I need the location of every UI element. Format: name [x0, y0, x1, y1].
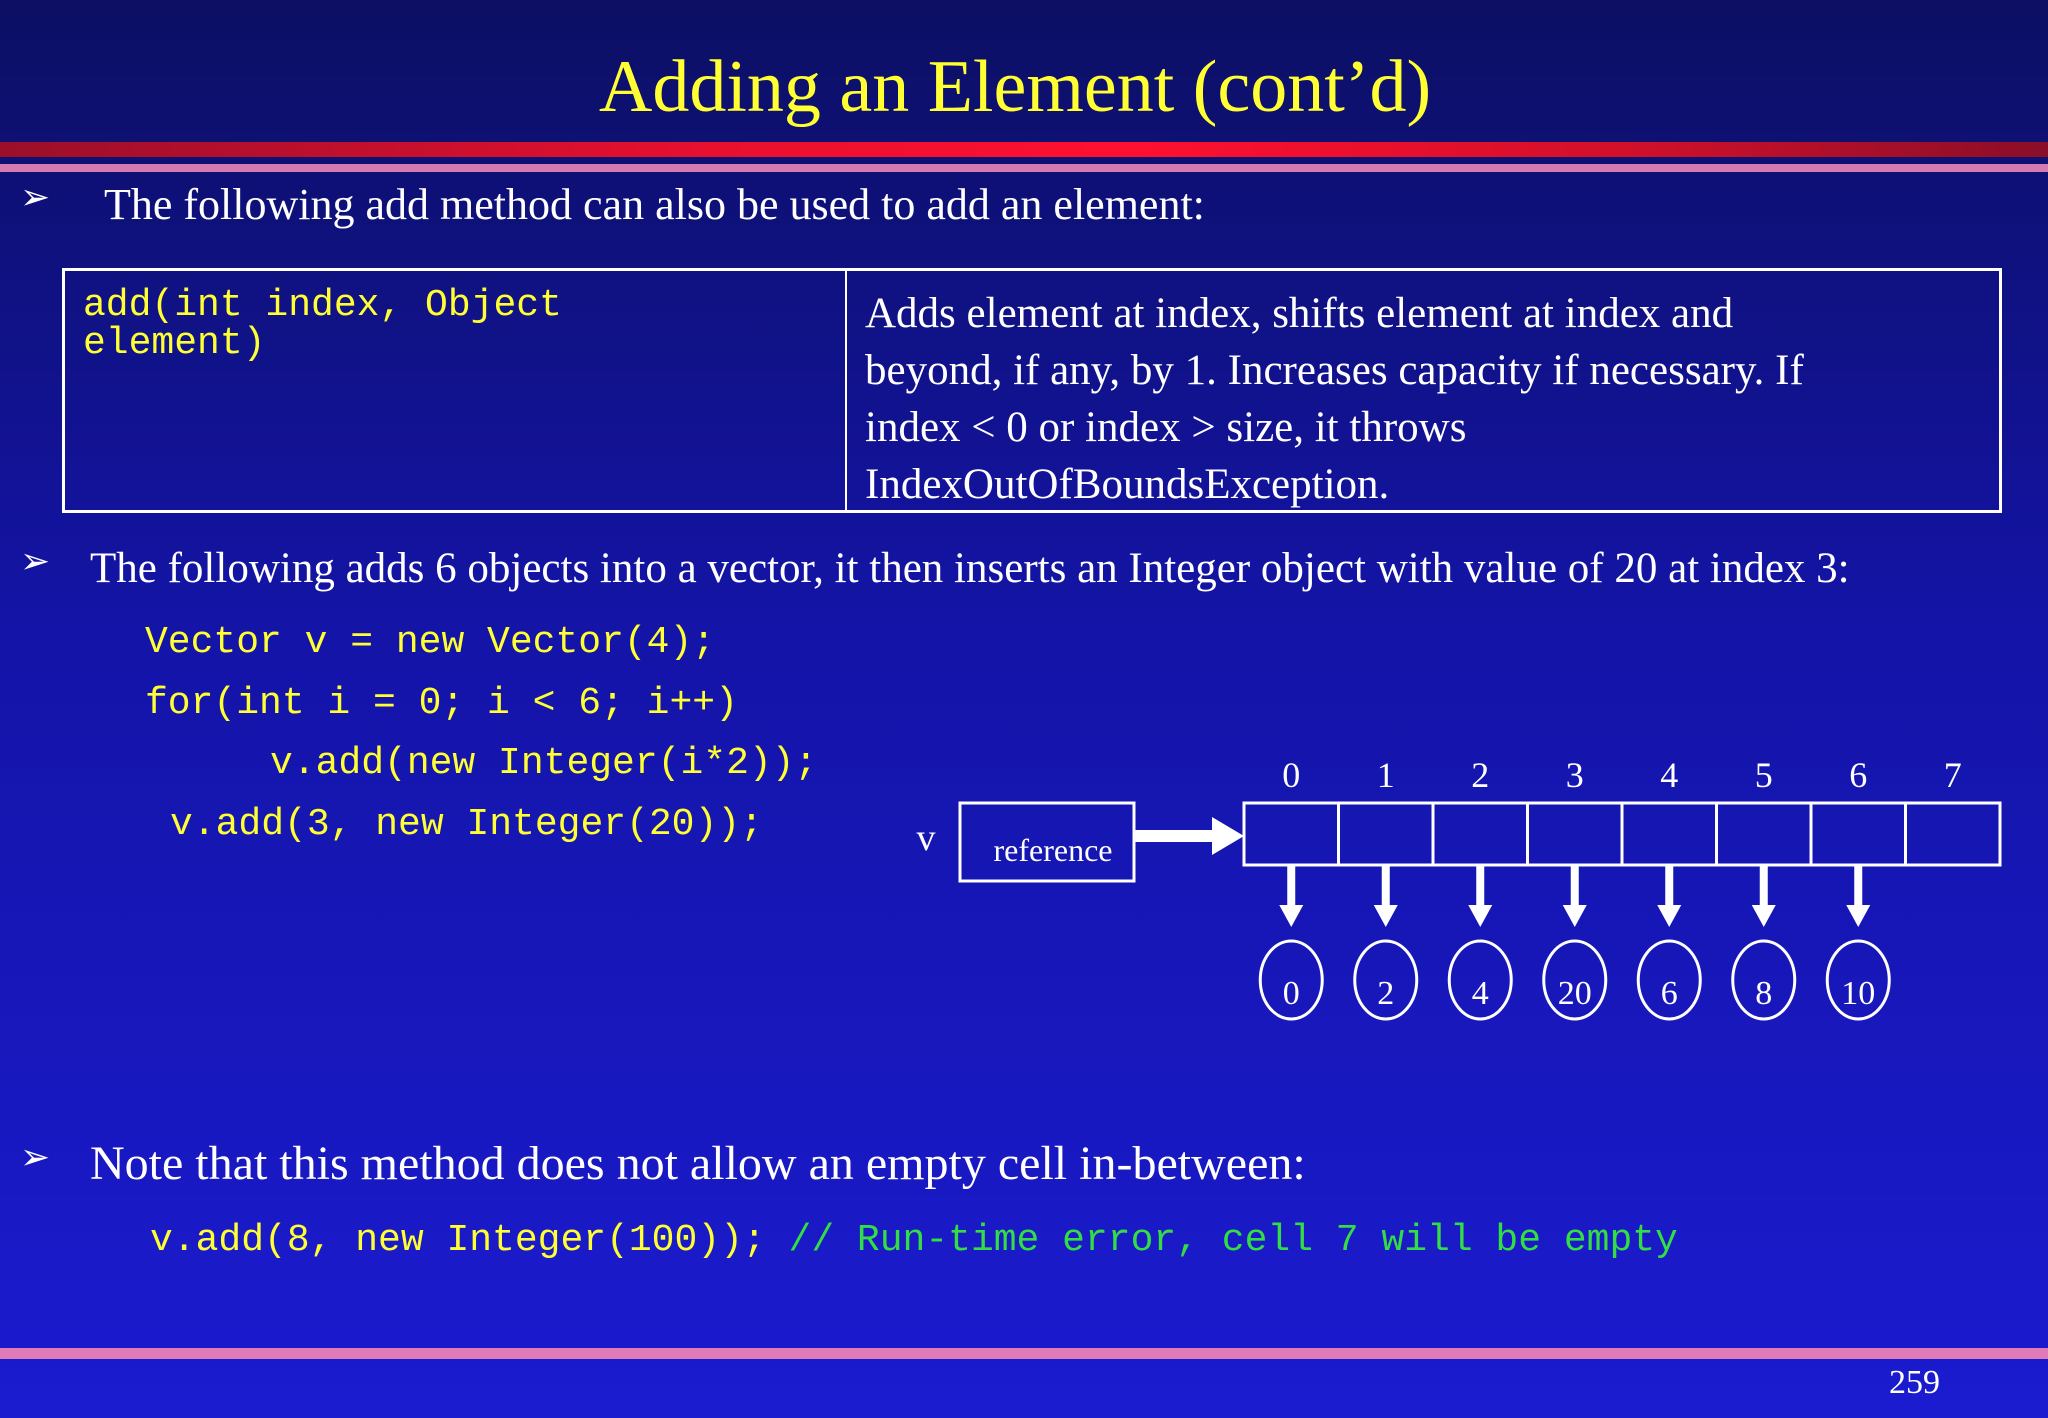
- pointer-line: [1760, 865, 1768, 907]
- pointer-arrowhead: [1279, 905, 1303, 927]
- description-line: beyond, if any, by 1. Increases capacity if necessary. If: [865, 347, 1804, 394]
- pointer-arrowhead: [1563, 905, 1587, 927]
- bullet-arrow-icon: ➢: [20, 541, 51, 581]
- footer-rule: [0, 1348, 2048, 1359]
- reference-arrow: [1134, 817, 1244, 855]
- cell-index-label: 3: [1565, 755, 1584, 795]
- element-value-label: 6: [1660, 975, 1678, 1012]
- error-code-line: [150, 1219, 1678, 1262]
- element-value-label: 2: [1377, 975, 1395, 1012]
- element-value-label: 0: [1282, 975, 1300, 1012]
- vector-cell: [1906, 803, 2001, 865]
- code-line: Vector v = new Vector(4);: [145, 621, 716, 664]
- cell-index-label: 7: [1943, 755, 1962, 795]
- description-line: IndexOutOfBoundsException.: [865, 461, 1390, 508]
- bullet-arrow-icon: ➢: [20, 177, 51, 217]
- pointer-arrowhead: [1468, 905, 1492, 927]
- pointer-arrowhead: [1846, 905, 1870, 927]
- bullet-text-3: Note that this method does not allow an empty cell in-between:: [90, 1137, 1306, 1190]
- slide-title: Adding an Element (cont’d): [598, 46, 1432, 128]
- cell-index-label: 0: [1282, 755, 1301, 795]
- vector-cell: [1717, 803, 1812, 865]
- error-comment: // Run-time error, cell 7 will be empty: [788, 1219, 1678, 1262]
- pointer-arrowhead: [1374, 905, 1398, 927]
- pointer-line: [1287, 865, 1295, 907]
- code-line: v.add(3, new Integer(20));: [170, 803, 763, 846]
- page-number: 259: [1889, 1364, 1940, 1401]
- vector-cells: [1244, 803, 2000, 865]
- vector-cell: [1622, 803, 1717, 865]
- code-line: v.add(new Integer(i*2));: [270, 742, 818, 785]
- cell-index-label: 1: [1376, 755, 1395, 795]
- cell-index-label: 2: [1471, 755, 1490, 795]
- pointer-arrowhead: [1752, 905, 1776, 927]
- element-value-label: 4: [1471, 975, 1489, 1012]
- element-value-label: 20: [1557, 975, 1592, 1012]
- bullet-arrow-icon: ➢: [20, 1137, 51, 1177]
- vector-cell: [1528, 803, 1623, 865]
- bullet-text-1: The following add method can also be used to add an element:: [104, 180, 1205, 229]
- vector-cell: [1339, 803, 1434, 865]
- pointer-line: [1571, 865, 1579, 907]
- bullet-text-2: The following adds 6 objects into a vector, it then inserts an Integer object with value of 20 at index 3:: [90, 545, 1850, 592]
- vector-cell: [1811, 803, 1906, 865]
- description-line: Adds element at index, shifts element at index and: [865, 290, 1734, 337]
- signature-line: element): [83, 322, 266, 365]
- element-value-label: 8: [1755, 975, 1773, 1012]
- pointer-line: [1382, 865, 1390, 907]
- pointer-arrowhead: [1657, 905, 1681, 927]
- vector-indices: [1282, 755, 1962, 795]
- signature-line: add(int index, Object: [83, 284, 562, 327]
- code-line: for(int i = 0; i < 6; i++): [145, 682, 738, 725]
- cell-index-label: 6: [1849, 755, 1868, 795]
- pointer-line: [1476, 865, 1484, 907]
- cell-index-label: 5: [1754, 755, 1773, 795]
- vector-cell: [1244, 803, 1339, 865]
- element-value-label: 10: [1841, 975, 1876, 1012]
- pointer-line: [1854, 865, 1862, 907]
- cell-index-label: 4: [1660, 755, 1679, 795]
- element-pointers: [1260, 865, 1889, 1019]
- description-line: index < 0 or index > size, it throws: [865, 404, 1467, 451]
- variable-label: v: [916, 817, 936, 859]
- pointer-line: [1665, 865, 1673, 907]
- error-code: v.add(8, new Integer(100));: [150, 1219, 766, 1262]
- reference-label: reference: [993, 832, 1113, 868]
- vector-cell: [1433, 803, 1528, 865]
